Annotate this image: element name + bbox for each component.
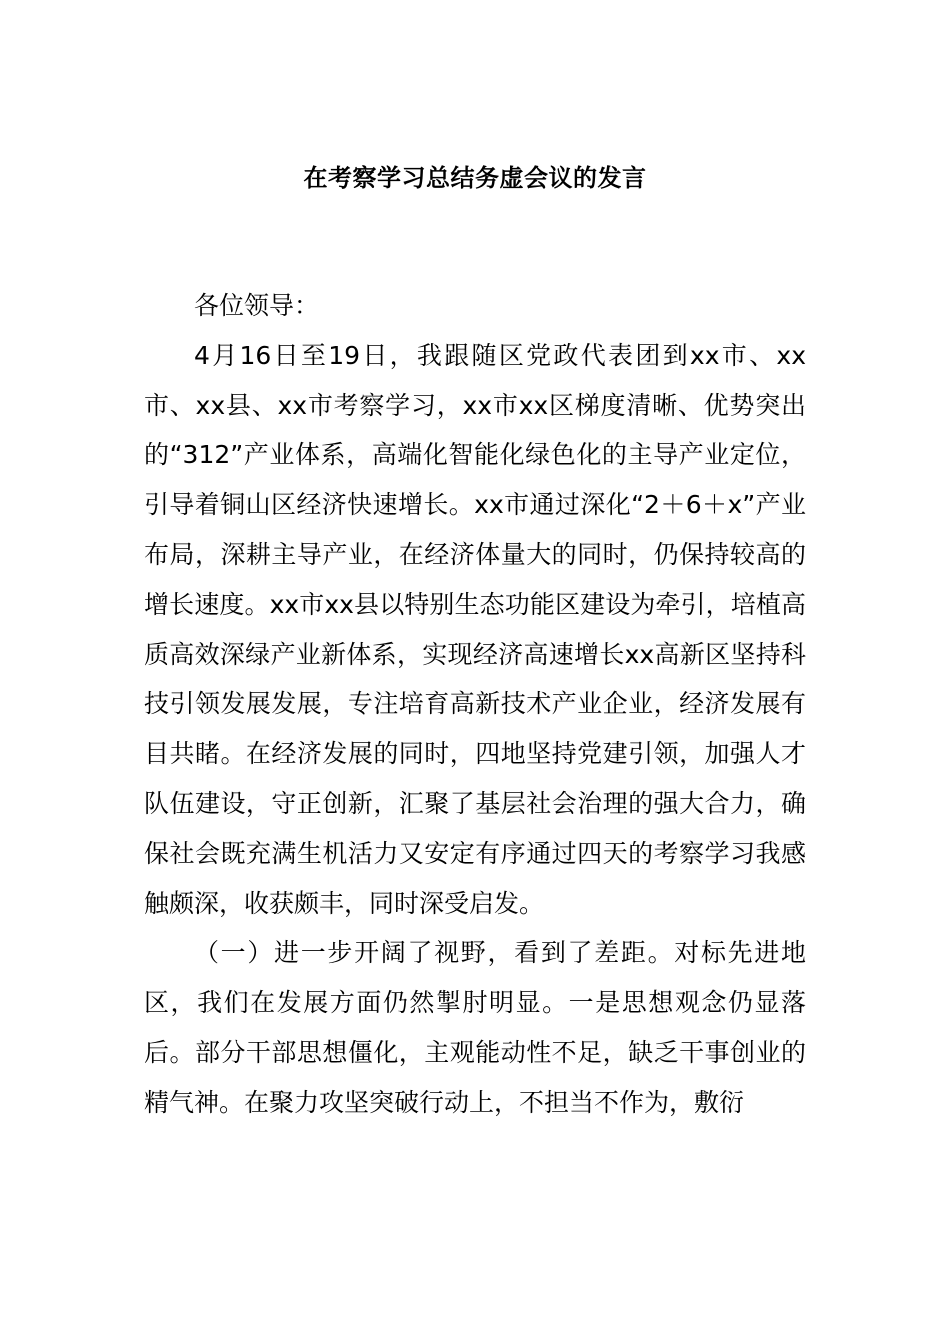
document-title: 在考察学习总结务虚会议的发言 xyxy=(303,164,647,192)
document-body xyxy=(144,281,806,1128)
paragraph-1: 4月16日至19日，我跟随区党政代表团到xx市、xx市、xx县、xx市考察学习，xx市xx区梯度清晰、优势突出的“312”产业体系，高端化智能化绿色化的主导产业定位，引导着铜山区经济快速增长。xx市通过深化“2＋6＋x”产业布局，深耕主导产业，在经济体量大的同时，仍保持较高的增长速度。xx市xx县以特别生态功能区建设为牵引，培植高质高效深绿产业新体系，实现经济高速增长xx高新区坚持科技引领发展发展，专注培育高新技术产业企业，经济发展有目共睹。在经济发展的同时，四地坚持党建引领，加强人才队伍建设，守正创新，汇聚了基层社会治理的强大合力，确保社会既充满生机活力又安定有序通过四天的考察学习我感触颇深，收获颇丰，同时深受启发。 xyxy=(144,340,806,918)
salutation: 各位领导： xyxy=(194,291,320,320)
paragraph-2: （一）进一步开阔了视野，看到了差距。对标先进地区，我们在发展方面仍然掣肘明显。一是思想观念仍显落后。部分干部思想僵化，主观能动性不足，缺乏干事创业的精气神。在聚力攻坚突破行动上，不担当不作为，敷衍 xyxy=(144,938,806,1117)
